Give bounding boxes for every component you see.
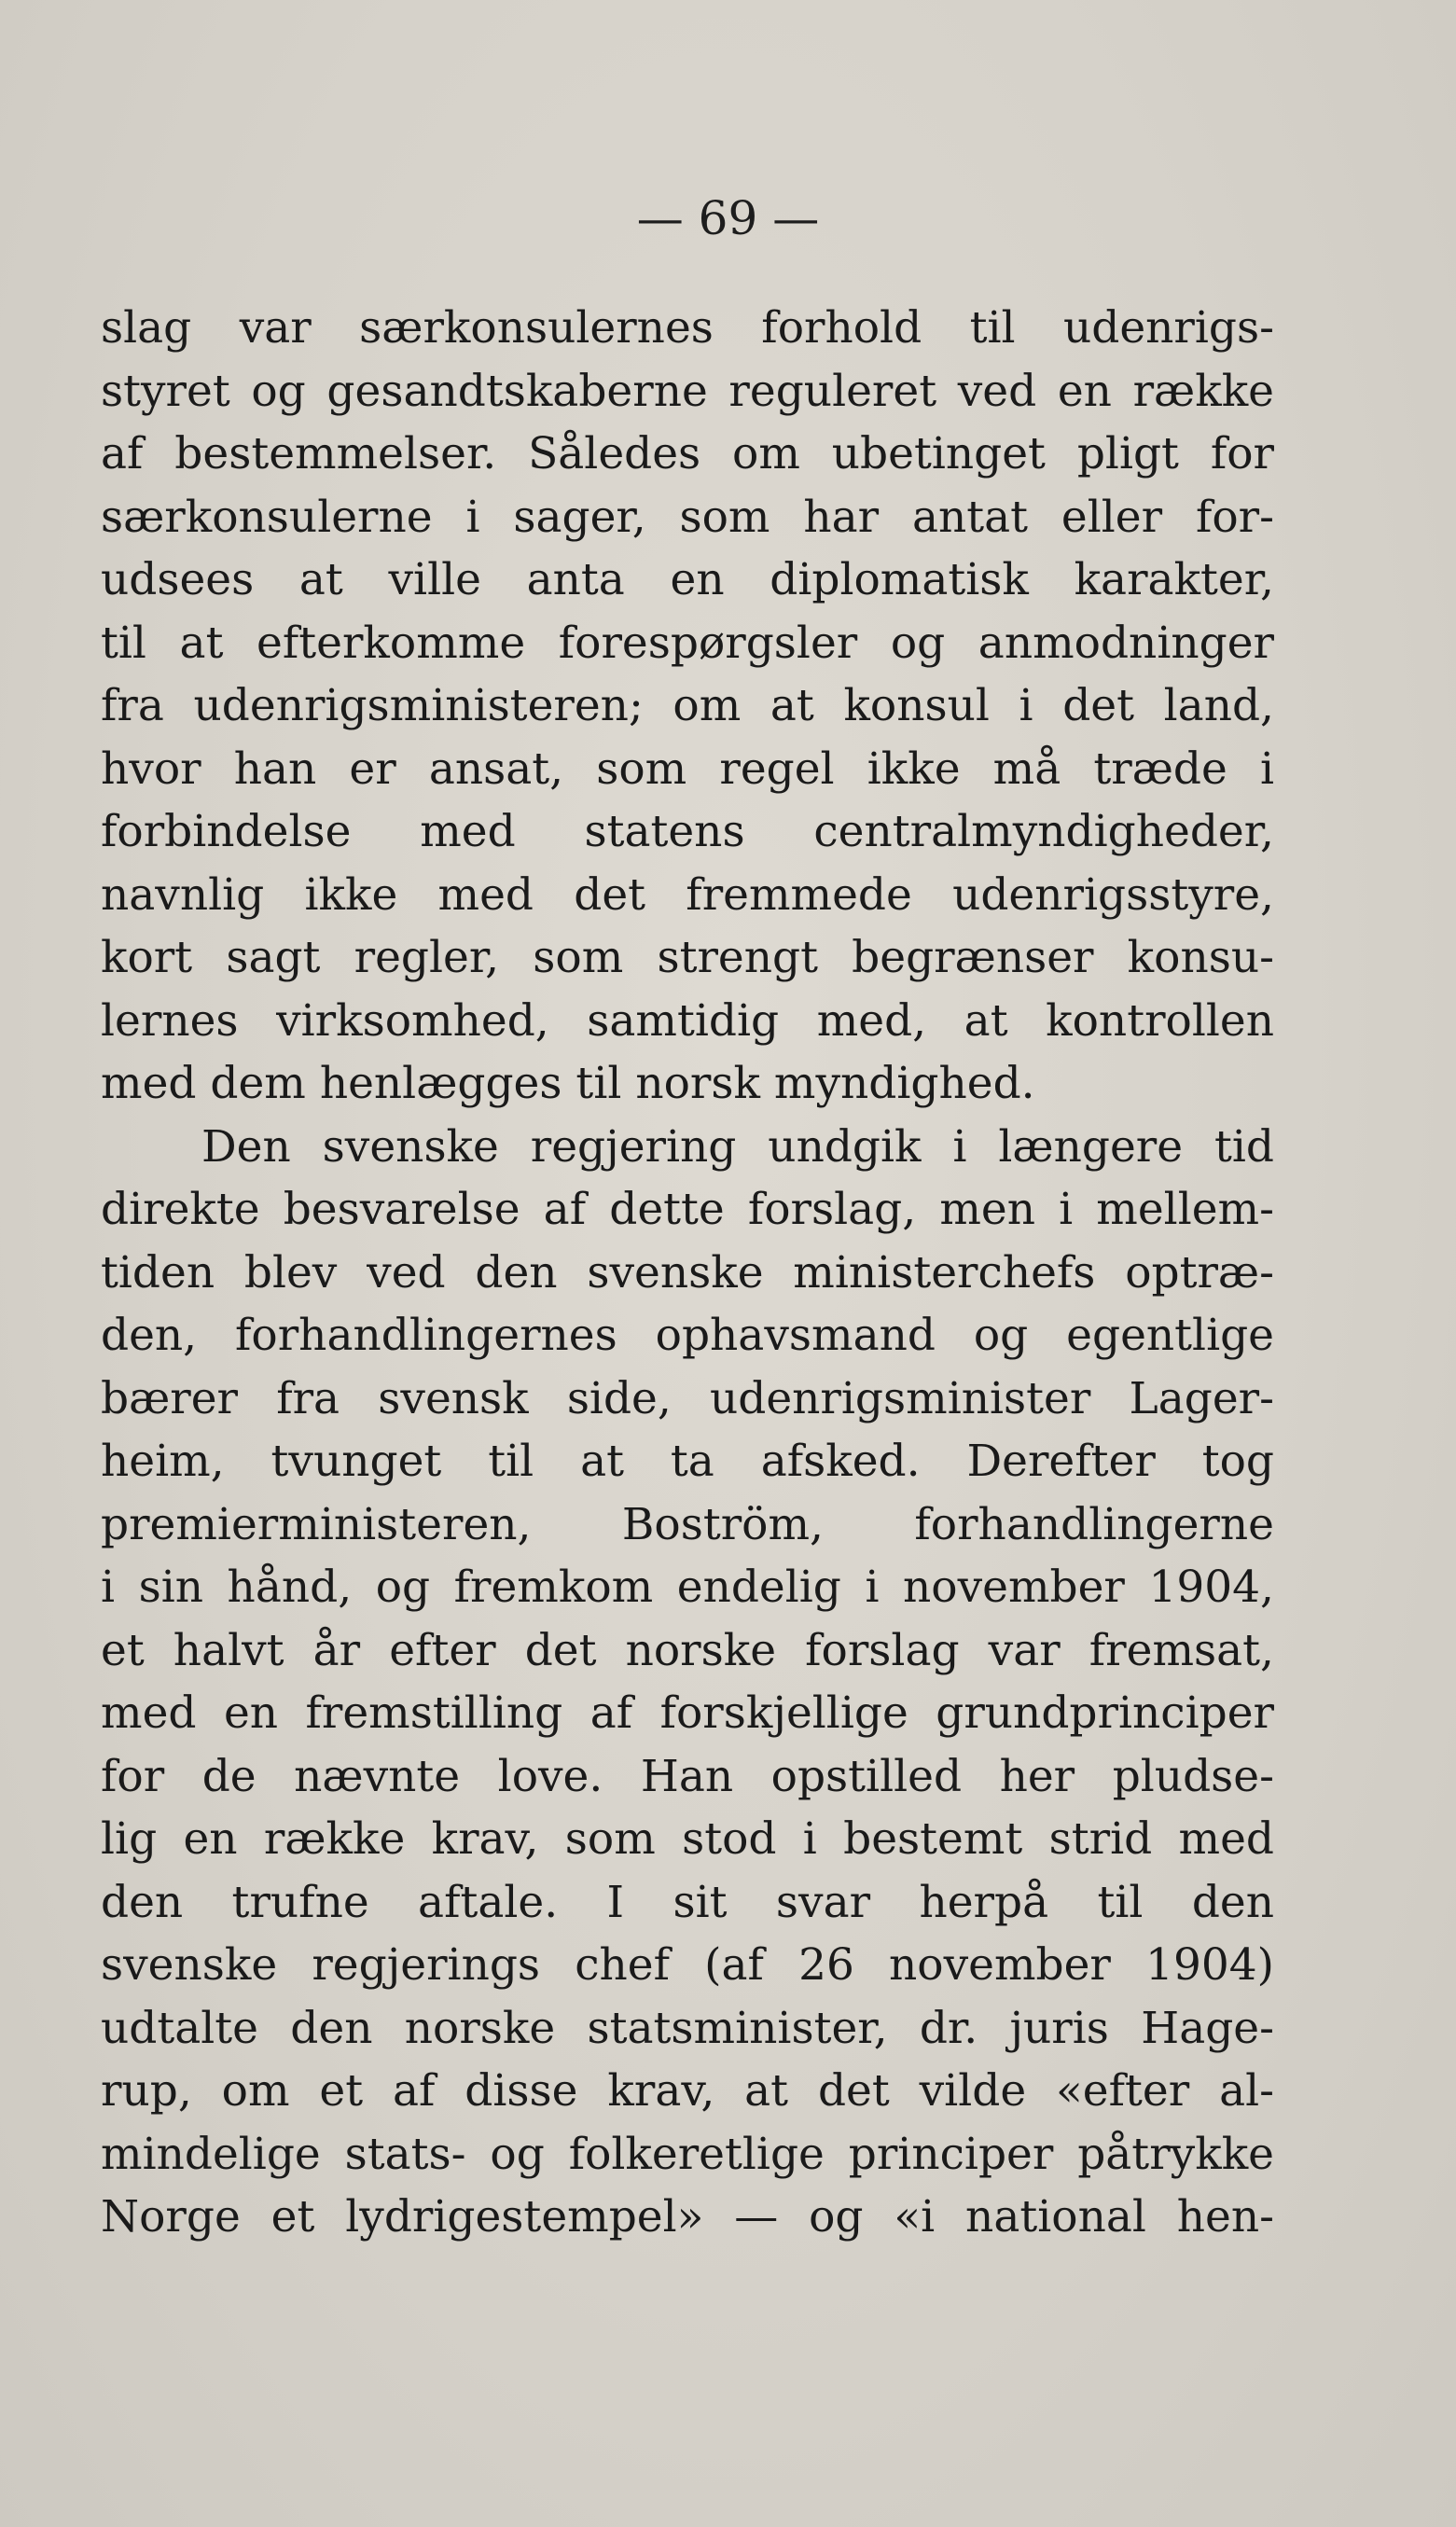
- text-line: med dem henlægges til norsk myndighed.: [101, 1058, 1035, 1109]
- text-line: hvor han er ansat, som regel ikke må træde i: [101, 743, 1274, 795]
- text-line: mindelige stats- og folkeretlige principer påtrykke: [101, 2128, 1274, 2180]
- text-line: heim, tvunget til at ta afsked. Derefter tog: [101, 1436, 1274, 1487]
- text-line: rup, om et af disse krav, at det vilde «efter al-: [101, 2065, 1274, 2117]
- page-number: — 69 —: [636, 191, 820, 245]
- paragraph-start-line: Den svenske regjering undgik i længere tid: [201, 1120, 1274, 1173]
- text-line: Norge et lydrigestempel» — og «i national hen-: [101, 2191, 1274, 2242]
- text-line: tiden blev ved den svenske ministerchefs optræ-: [101, 1246, 1274, 1298]
- text-line: styret og gesandtskaberne reguleret ved en række: [101, 365, 1274, 417]
- text-line: af bestemmelser. Således om ubetinget pligt for: [101, 428, 1274, 479]
- text-line: premierministeren, Boström, forhandlingerne: [101, 1498, 1274, 1550]
- text-line: i sin hånd, og fremkom endelig i november 1904,: [101, 1562, 1274, 1613]
- body-text: [101, 297, 1274, 2249]
- text-line: med en fremstilling af forskjellige grundprinciper: [101, 1687, 1274, 1739]
- text-line: lig en række krav, som stod i bestemt strid med: [101, 1813, 1274, 1865]
- text-line: navnlig ikke med det fremmede udenrigsstyre,: [101, 868, 1274, 921]
- text-line: særkonsulerne i sager, som har antat eller for-: [101, 491, 1274, 543]
- text-line: fra udenrigsministeren; om at konsul i det land,: [101, 680, 1274, 731]
- text-line: kort sagt regler, som strengt begrænser konsu-: [101, 932, 1274, 983]
- text-line: den, forhandlingernes ophavsmand og egentlige: [101, 1310, 1274, 1361]
- text-line: den trufne aftale. I sit svar herpå til den: [101, 1876, 1274, 1928]
- text-line: forbindelse med statens centralmyndigheder,: [101, 806, 1274, 857]
- text-line: for de nævnte love. Han opstilled her pludse-: [101, 1750, 1274, 1802]
- text-line: til at efterkomme forespørgsler og anmodninger: [101, 617, 1274, 669]
- text-line: bærer fra svensk side, udenrigsminister Lager-: [101, 1372, 1274, 1424]
- text-line: svenske regjerings chef (af 26 november 1904): [101, 1939, 1274, 1991]
- text-line: et halvt år efter det norske forslag var fremsat,: [101, 1624, 1274, 1676]
- text-line: udsees at ville anta en diplomatisk karakter,: [101, 554, 1274, 605]
- text-line: udtalte den norske statsminister, dr. juris Hage-: [101, 2002, 1274, 2054]
- text-line: lernes virksomhed, samtidig med, at kontrollen: [101, 994, 1274, 1047]
- text-line: direkte besvarelse af dette forslag, men i mellem-: [101, 1184, 1274, 1235]
- text-line: slag var særkonsulernes forhold til udenrigs-: [101, 302, 1274, 354]
